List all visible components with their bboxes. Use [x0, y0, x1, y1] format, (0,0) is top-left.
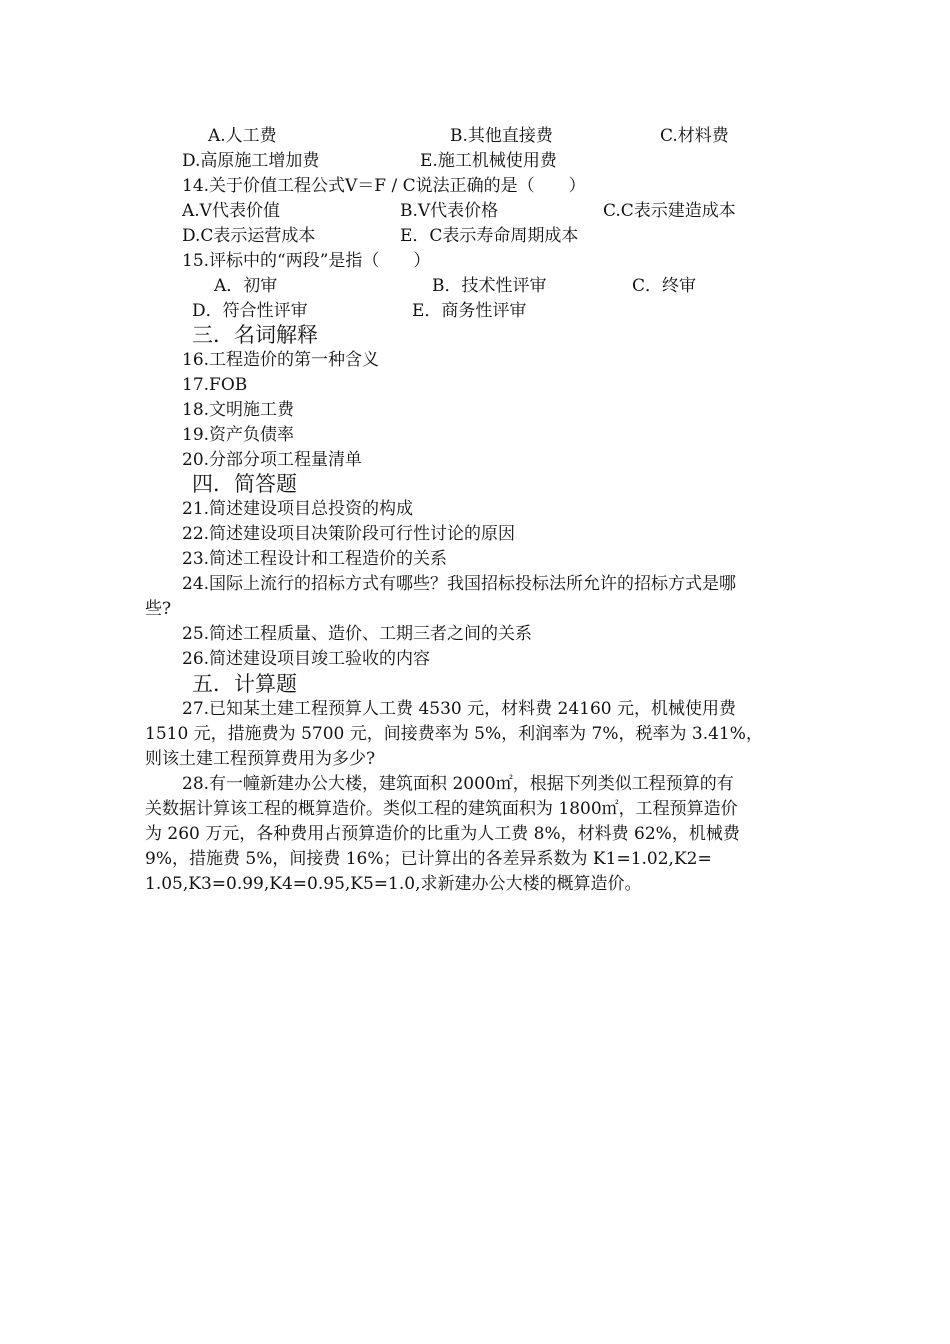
section3-item: 16.工程造价的第一种含义 [182, 350, 380, 370]
q15-option-a: A．初审 [214, 276, 278, 296]
q27-line: 1510 元，措施费为 5700 元，间接费率为 5%，利润率为 7%，税率为 3.41%， [145, 724, 763, 744]
q13-option-a: A.人工费 [208, 126, 277, 146]
q13-option-b: B.其他直接费 [450, 126, 553, 146]
q28-line: 关数据计算该工程的概算造价。类似工程的建筑面积为 1800㎡，工程预算造价 [145, 799, 738, 819]
q14-option-b: B.V代表价格 [400, 201, 499, 221]
q15-stem: 15.评标中的“两段”是指（ ） [182, 251, 431, 271]
q15-option-b: B．技术性评审 [432, 276, 547, 296]
section4-item: 23.简述工程设计和工程造价的关系 [182, 549, 448, 569]
section4-item: 26.简述建设项目竣工验收的内容 [182, 649, 431, 669]
q14-option-a: A.V代表价值 [182, 201, 280, 221]
q15-option-e: E．商务性评审 [412, 301, 527, 321]
q14-option-c: C.C表示建造成本 [603, 201, 736, 221]
section4-item: 25.简述工程质量、造价、工期三者之间的关系 [182, 624, 533, 644]
section5-heading: 五．计算题 [192, 672, 297, 696]
section3-item: 19.资产负债率 [182, 425, 295, 445]
q14-option-e: E．C表示寿命周期成本 [400, 226, 579, 246]
section3-item: 17.FOB [182, 375, 248, 395]
q27-line: 则该土建工程预算费用为多少? [145, 749, 376, 769]
section4-item: 21.简述建设项目总投资的构成 [182, 499, 414, 519]
section3-heading: 三．名词解释 [192, 323, 318, 347]
q27-line: 27.已知某土建工程预算人工费 4530 元，材料费 24160 元，机械使用费 [182, 699, 736, 719]
q28-line: 为 260 万元，各种费用占预算造价的比重为人工费 8%，材料费 62%，机械费 [145, 824, 740, 844]
section4-item: 24.国际上流行的招标方式有哪些？我国招标投标法所允许的招标方式是哪 [182, 574, 737, 594]
section4-heading: 四．简答题 [192, 472, 297, 496]
section4-item-continuation: 些? [145, 599, 172, 619]
q28-line: 9%，措施费 5%，间接费 16%；已计算出的各差异系数为 K1=1.02,K2= [145, 849, 712, 869]
section4-item: 22.简述建设项目决策阶段可行性讨论的原因 [182, 524, 516, 544]
q28-line: 28.有一幢新建办公大楼，建筑面积 2000㎡，根据下列类似工程预算的有 [182, 774, 734, 794]
q13-option-c: C.材料费 [660, 126, 729, 146]
q14-option-d: D.C表示运营成本 [182, 226, 316, 246]
q13-option-d: D.高原施工增加费 [182, 151, 320, 171]
q13-option-e: E.施工机械使用费 [420, 151, 557, 171]
q14-stem: 14.关于价值工程公式V＝F / C说法正确的是（ ） [182, 176, 586, 196]
q15-option-d: D．符合性评审 [192, 301, 308, 321]
section3-item: 18.文明施工费 [182, 400, 295, 420]
q15-option-c: C．终审 [632, 276, 697, 296]
q28-line: 1.05,K3=0.99,K4=0.95,K5=1.0,求新建办公大楼的概算造价。 [145, 874, 642, 894]
section3-item: 20.分部分项工程量清单 [182, 450, 363, 470]
